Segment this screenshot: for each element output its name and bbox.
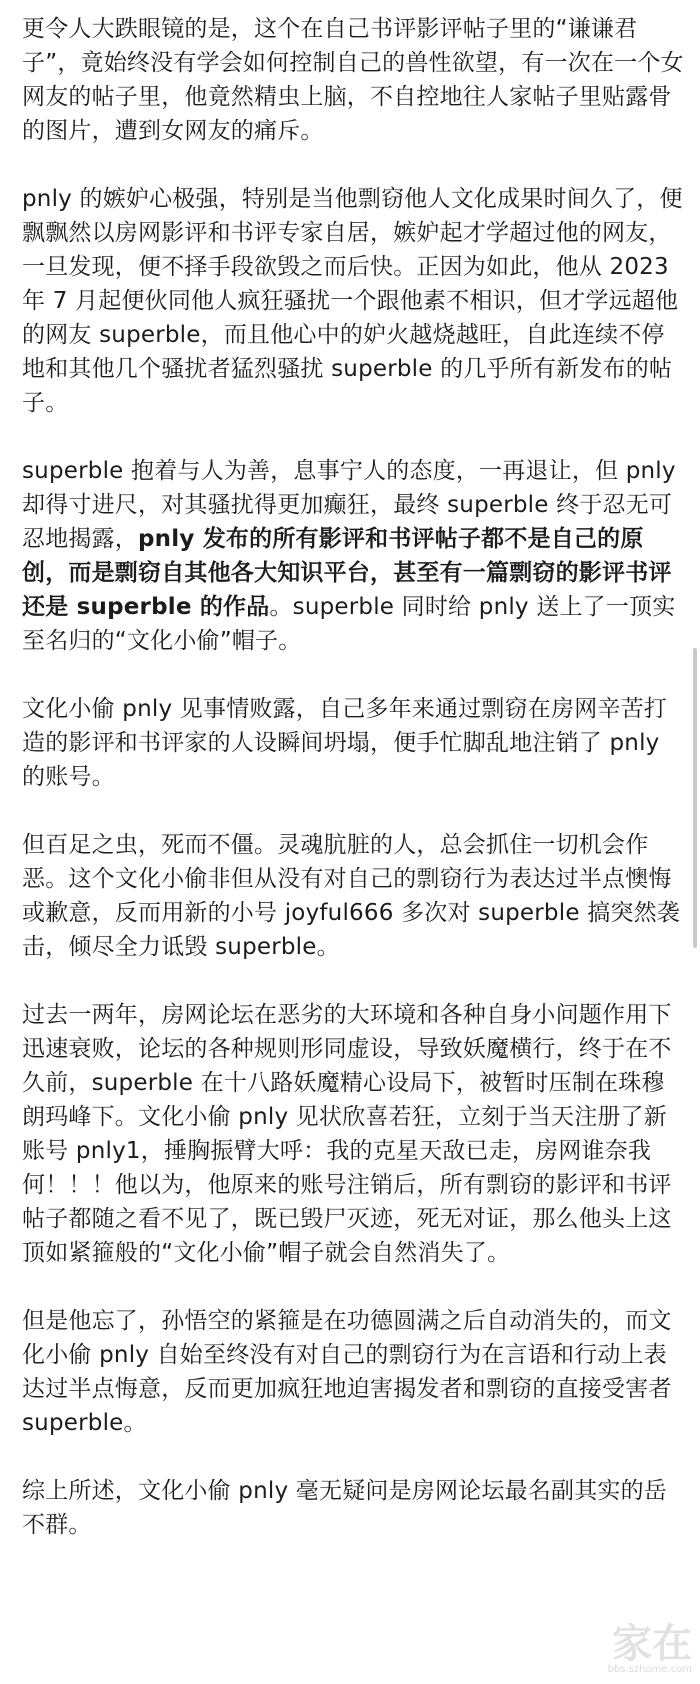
article-body [22, 12, 686, 1542]
watermark-text: 家在 [612, 1621, 692, 1667]
article-paragraph [22, 454, 686, 658]
text-segment: 综上所述，文化小偷 pnly 毫无疑问是房网论坛最名副其实的岳不群。 [22, 1478, 668, 1538]
article-paragraph [22, 998, 686, 1270]
text-segment: pnly 的嫉妒心极强，特别是当他剽窃他人文化成果时间久了，便飘飘然以房网影评和书评专家自居，嫉妒起才学超过他的网友，一旦发现，便不择手段欲毁之而后快。正因为如此，他从 2023 年 7 月起便伙同他人疯狂骚扰一个跟他素不相识，但才学远超他的网友 superble，而且他心中的妒火越烧越旺，自此连续不停地和其他几个骚扰者猛烈骚扰 superble 的几乎所有新发布的帖子。 [22, 186, 683, 416]
watermark-url: bbs.szhome.com [607, 1664, 692, 1675]
bold-text-segment: pnly 发布的所有影评和书评帖子都不是自己的原创，而是剽窃自其他各大知识平台，甚至有一篇剽窃的影评书评还是 superble 的作品 [22, 526, 672, 620]
text-segment: 文化小偷 pnly 见事情败露，自己多年来通过剽窃在房网辛苦打造的影评和书评家的人设瞬间坍塌，便手忙脚乱地注销了 pnly 的账号。 [22, 696, 668, 790]
site-watermark [607, 1621, 692, 1676]
article-paragraph [22, 12, 686, 148]
text-segment: 。superble 同时给 pnly 送上了一顶实至名归的“文化小偷”帽子。 [22, 594, 676, 654]
article-paragraph [22, 182, 686, 420]
article-paragraph [22, 1304, 686, 1440]
article-paragraph [22, 692, 686, 794]
text-segment: 过去一两年，房网论坛在恶劣的大环境和各种自身小问题作用下迅速衰败，论坛的各种规则形同虚设，导致妖魔横行，终于在不久前，superble 在十八路妖魔精心设局下，被暂时压制在珠穆朗玛峰下。文化小偷 pnly 见状欣喜若狂，立刻于当天注册了新账号 pnly1，捶胸振臂大呼：我的克星天敌已走，房网谁奈我何！！！他以为，他原来的账号注销后，所有剽窃的影评和书评帖子都随之看不见了，既已毁尸灭迹，死无对证，那么他头上这顶如紧箍般的“文化小偷”帽子就会自然消失了。 [22, 1002, 672, 1266]
article-paragraph [22, 1474, 686, 1542]
text-segment: 但百足之虫，死而不僵。灵魂肮脏的人，总会抓住一切机会作恶。这个文化小偷非但从没有对自己的剽窃行为表达过半点懊悔或歉意，反而用新的小号 joyful666 多次对 superble 搞突然袭击，倾尽全力诋毁 superble。 [22, 832, 680, 960]
text-segment: superble 抱着与人为善，息事宁人的态度，一再退让，但 pnly 却得寸进尺，对其骚扰得更加癫狂，最终 superble 终于忍无可忍地揭露， [22, 458, 676, 552]
text-segment: 更令人大跌眼镜的是，这个在自己书评影评帖子里的“谦谦君子”，竟始终没有学会如何控制自己的兽性欲望，有一次在一个女网友的帖子里，他竟然精虫上脑，不自控地往人家帖子里贴露骨的图片，遭到女网友的痛斥。 [22, 16, 684, 144]
text-segment: 但是他忘了，孙悟空的紧箍是在功德圆满之后自动消失的，而文化小偷 pnly 自始至终没有对自己的剽窃行为在言语和行动上表达过半点悔意，反而更加疯狂地迫害揭发者和剽窃的直接受害者 superble。 [22, 1308, 672, 1436]
scrollbar[interactable] [693, 648, 697, 948]
article-paragraph [22, 828, 686, 964]
